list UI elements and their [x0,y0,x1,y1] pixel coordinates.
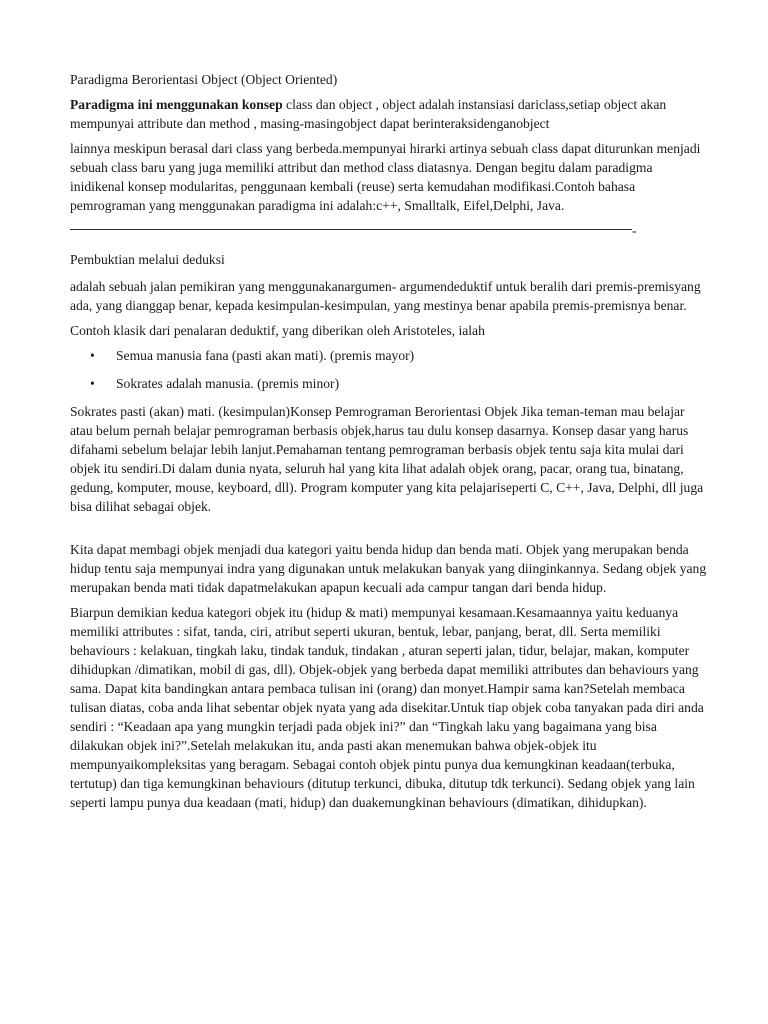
paragraph-spacer [70,522,710,540]
intro-paragraph-2: lainnya meskipun berasal dari class yang berbeda.mempunyai hirarki artinya sebuah class dapat diturunkan menjadi sebuah class baru yang juga memiliki attribut dan method class diatasnya. Dengan begitu dalam paradigma inidikenal konsep modularitas, penggunaan kembali (reuse) serta kemudahan modifikasi.Contoh bahasa pemrograman yang menggunakan paradigma ini adalah:c++, Smalltalk, Eifel,Delphi, Java. [70,141,701,213]
document-page [70,70,710,818]
rule-tail: - [632,223,637,238]
contoh-paragraph: Contoh klasik dari penalaran deduktif, yang diberikan oleh Aristoteles, ialah [70,323,485,338]
horizontal-rule [70,229,632,230]
list-item-text: Sokrates adalah manusia. (premis minor) [116,376,340,391]
deduksi-paragraph: adalah sebuah jalan pemikiran yang menggunakanargumen- argumendeduktif untuk beralih dari premis-premisyang ada, yang dianggap benar, kepada kesimpulan-kesimpulan, yang mestinya benar apabila premis-premisnya benar. [70,279,701,313]
biarpun-paragraph: Biarpun demikian kedua kategori objek itu (hidup & mati) mempunyai kesamaan.Kesamaannya yaitu keduanya memiliki attributes : sifat, tanda, ciri, atribut seperti ukuran, bentuk, lebar, panjang, berat, dll. Serta memiliki behaviours : kelakuan, tingkah laku, tindak tanduk, tindakan , aturan seperti jalan, tidur, belajar, makan, komputer dihidupkan /dimatikan, mobil di gas, dll). Objek-objek yang berbeda dapat memiliki attributes dan behaviours yang sama. Dapat kita bandingkan antara pembaca tulisan ini (orang) dan monyet.Hampir sama kan?Setelah membaca tulisan diatas, coba anda lihat sebentar objek nyata yang ada disekitar.Untuk tiap objek coba tanyakan pada diri anda sendiri : “Keadaan apa yang mungkin terjadi pada objek ini?” dan “Tingkah laku yang bagaimana yang bisa dilakukan objek ini?”.Setelah melakukan itu, anda pasti akan menemukan bahwa objek-objek itu mempunyaikompleksitas yang beragam. Sebagai contoh objek pintu punya dua kemungkinan keadaan(terbuka, tertutup) dan tiga kemungkinan behaviours (ditutup terkunci, dibuka, ditutup tdk terkunci). Sedang objek yang lain seperti lampu punya dua keadaan (mati, hidup) dan duakemungkinan behaviours (dimatikan, dihidupkan). [70,605,704,810]
list-item [90,374,710,393]
intro-bold-text: Paradigma ini menggunakan konsep [70,97,283,112]
horizontal-rule-row [70,221,710,240]
bullet-icon: • [90,376,95,391]
list-item-text: Semua manusia fana (pasti akan mati). (premis mayor) [116,348,415,363]
list-item [90,346,710,365]
intro-paragraph [70,95,710,133]
bullet-icon: • [90,348,95,363]
section-title-deduksi: Pembuktian melalui deduksi [70,252,225,267]
premise-list [70,346,710,393]
sokrates-paragraph: Sokrates pasti (akan) mati. (kesimpulan)Konsep Pemrograman Berorientasi Objek Jika teman-teman mau belajar atau belum pernah belajar pemrograman berbasis objek,harus tau dulu konsep dasarnya. Konsep dasar yang harus difahami sebelum belajar lebih lanjut.Pemahaman tentang pemrograman berbasis objek tentu saja kita mulai dari objek itu sendiri.Di dalam dunia nyata, seluruh hal yang kita lihat adalah objek orang, pacar, orang tua, binatang, gedung, komputer, mouse, keyboard, dll). Program komputer yang kita pelajariseperti C, C++, Java, Delphi, dll juga bisa dilihat sebagai objek. [70,404,704,514]
intro-rest-text: class dan object , object adalah instansiasi dariclass,setiap object akan mempunyai attribute dan method , masing-masingobject dapat berinteraksidenganobject [70,97,667,131]
document-title: Paradigma Berorientasi Object (Object Oriented) [70,72,338,87]
kategori-paragraph: Kita dapat membagi objek menjadi dua kategori yaitu benda hidup dan benda mati. Objek yang merupakan benda hidup tentu saja mempunyai indra yang digunakan untuk melakukan banyak yang diinginkannya. Sedang objek yang merupakan benda mati tidak dapatmelakukan apapun kecuali ada campur tangan dari benda hidup. [70,542,707,595]
